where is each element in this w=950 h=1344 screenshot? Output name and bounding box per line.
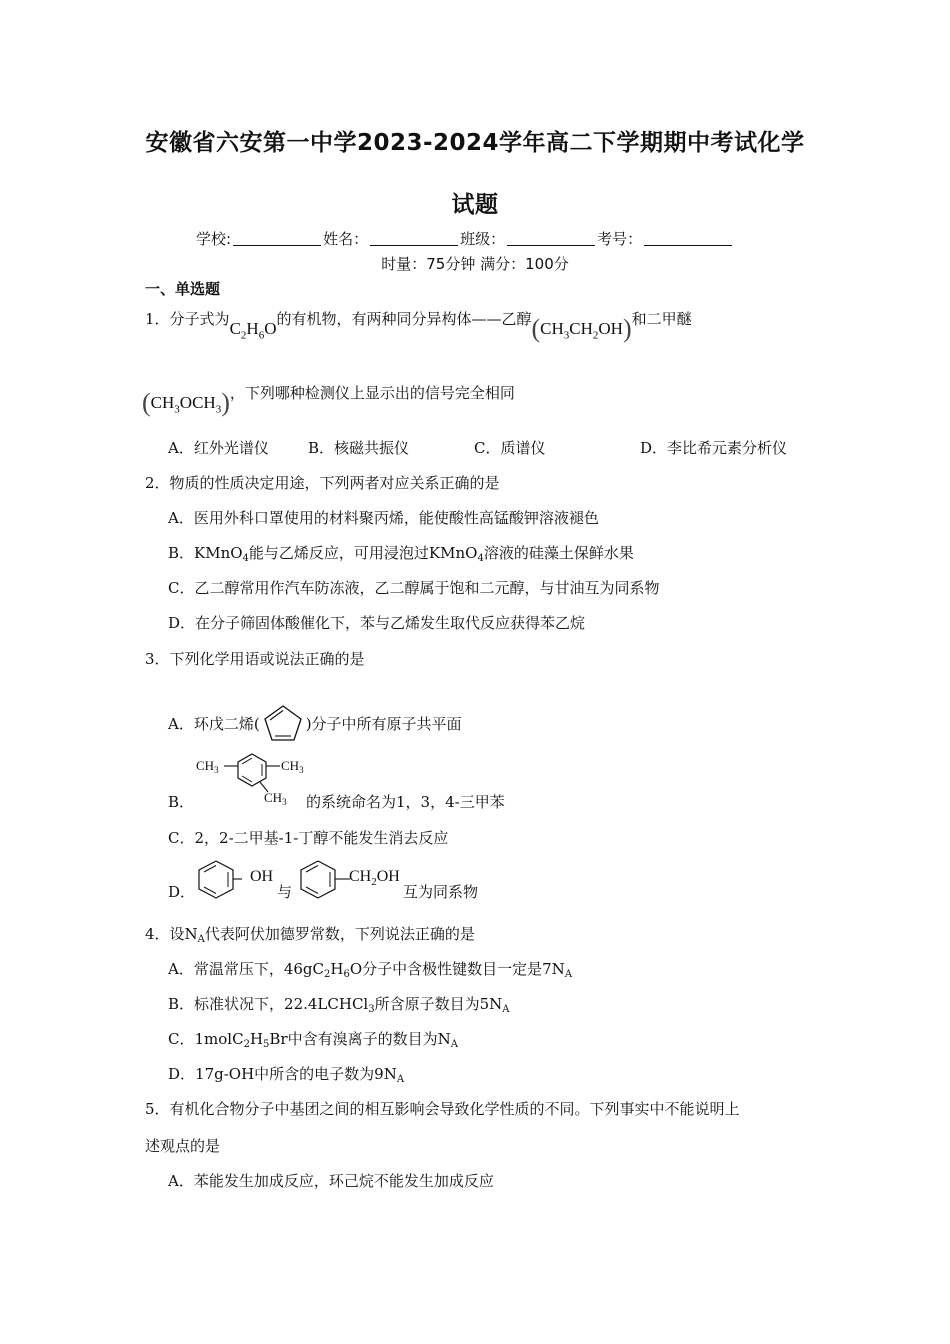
q5-stem-line2: 述观点的是 [145,1137,221,1155]
cyclopentadiene-structure-icon [260,703,306,743]
q1-text-d: ，下列哪种检测仪上显示出的信号完全相同 [229,384,515,402]
q3-option-a[interactable]: A．环戊二烯( )分子中所有原子共平面 [168,703,462,743]
q1-text-b: 的有机物，有两种同分异构体——乙醇 [276,310,532,328]
q4-option-d[interactable]: D．17g-OH中所含的电子数为$9N_A$ [168,1065,405,1085]
school-field[interactable] [233,230,321,246]
school-label: 学校: [196,230,232,248]
q4-stem: 4．设$N_A$代表阿伏加德罗常数，下列说法正确的是 [145,925,475,945]
ch3-label-bottom: $CH_3$ [264,790,287,807]
q2-option-d[interactable]: D．在分子筛固体酸催化下，苯与乙烯发生取代反应获得苯乙烷 [168,614,586,632]
page-title: 安徽省六安第一中学2023-2024学年高二下学期期中考试化学 [145,130,805,156]
q5-stem-line1: 5．有机化合物分子中基团之间的相互影响会导致化学性质的不同。下列事实中不能说明上 [145,1100,740,1118]
section-title: 一、单选题 [145,280,221,298]
page-title-line2: 试题 [451,192,499,218]
q1-option-d[interactable]: D．李比希元素分析仪 [640,439,788,457]
phenol-oh-label: OH [250,868,274,885]
student-info-line [196,228,734,249]
q1-number: 1． [145,310,170,328]
class-label: 班级： [460,230,506,248]
class-field[interactable] [507,230,595,246]
q1-option-c[interactable]: C．质谱仪 [474,439,546,457]
q2-option-b[interactable]: B．KMnO$_4$能与乙烯反应，可用浸泡过KMnO$_4$溶液的硅藻土保鲜水果 [168,544,634,564]
q5-option-a[interactable]: A．苯能发生加成反应，环己烷不能发生加成反应 [168,1172,494,1190]
q2-stem: 2．物质的性质决定用途，下列两者对应关系正确的是 [145,474,500,492]
q1-text-c: 和二甲醚 [631,310,692,328]
q1-formula: $C_2H_6O$ [229,319,277,342]
ch3-label-right: $CH_3$ [281,758,304,775]
id-label: 考号： [597,230,643,248]
q3-option-b-text: 的系统命名为1，3，4-三甲苯 [306,793,505,811]
q2-option-a[interactable]: A．医用外科口罩使用的材料聚丙烯，能使酸性高锰酸钾溶液褪色 [168,509,599,527]
benzyl-alcohol-ring-icon [296,858,352,902]
ether-formula: $(CH_3OCH_3)$ [142,388,230,417]
ch2oh-label: $CH_2OH$ [349,868,400,889]
q3-option-d-letter[interactable]: D． [168,883,196,901]
ethanol-formula: $(CH_3CH_2OH)$ [531,314,632,343]
id-field[interactable] [644,230,732,246]
q2-option-c[interactable]: C．乙二醇常用作汽车防冻液，乙二醇属于饱和二元醇，与甘油互为同系物 [168,579,660,597]
q4-option-c[interactable]: C．$1molC_2H_5Br$中含有溴离子的数目为$N_A$ [168,1030,458,1050]
q4-option-b[interactable]: B．标准状况下，22.4LCHCl$_3$所含原子数目为$5N_A$ [168,995,510,1015]
q1-text-a: 分子式为 [169,310,230,328]
q4-option-a[interactable]: A．常温常压下，$46gC_2H_6O$分子中含极性键数目一定是$7N_A$ [168,960,573,980]
q3-option-d-text: 互为同系物 [403,883,479,901]
q1-option-a[interactable]: A．红外光谱仪 [168,439,269,457]
q1-stem-line2 [142,378,515,417]
ch3-label-left: $CH_3$ [196,758,219,775]
q3-option-c[interactable]: C．2，2-二甲基-1-丁醇不能发生消去反应 [168,829,449,847]
exam-info: 时量：75分钟 满分：100分 [381,255,569,273]
phenol-ring-icon [194,858,242,902]
q1-stem-line1 [145,304,692,343]
q3-option-d-and: 与 [277,883,293,901]
q3-option-b-letter[interactable]: B． [168,793,195,811]
q1-option-b[interactable]: B．核磁共振仪 [308,439,410,457]
name-field[interactable] [370,230,458,246]
q3-stem: 3．下列化学用语或说法正确的是 [145,650,365,668]
name-label: 姓名： [323,230,369,248]
